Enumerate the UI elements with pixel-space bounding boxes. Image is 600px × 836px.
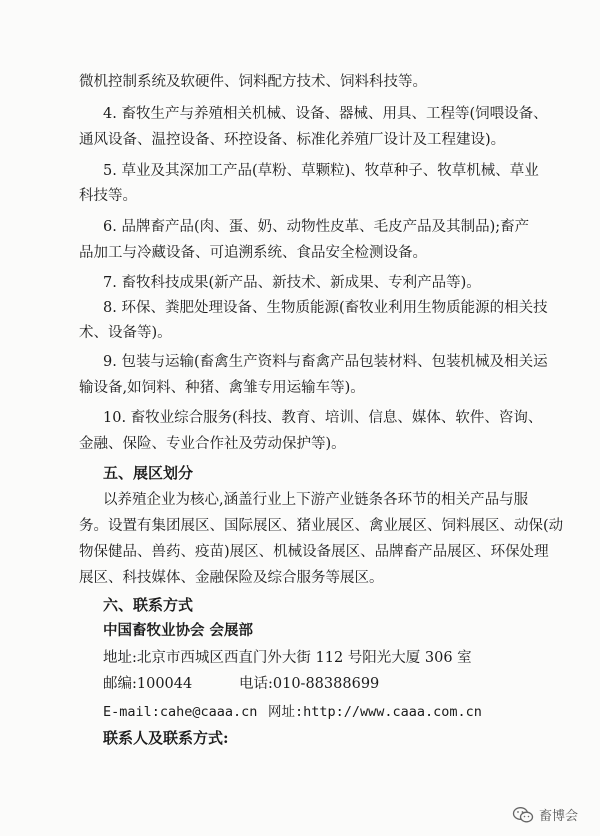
list-item-6: 6. 品牌畜产品(肉、蛋、奶、动物性皮革、毛皮产品及其制品);畜产 — [103, 219, 530, 235]
list-item-5: 5. 草业及其深加工产品(草粉、草颗粒)、牧草种子、牧草机械、草业 — [103, 163, 539, 179]
paragraph-line: 务。设置有集团展区、国际展区、猪业展区、禽业展区、饲料展区、动保(动 — [79, 518, 564, 534]
list-item-8: 8. 环保、粪肥处理设备、生物质能源(畜牧业利用生物质能源的相关技 — [103, 300, 548, 316]
list-item-10-cont: 金融、保险、专业合作社及劳动保护等)。 — [79, 436, 346, 452]
list-item-9: 9. 包装与运输(畜禽生产资料与畜禽产品包装材料、包装机械及相关运 — [103, 354, 548, 370]
postcode-line: 邮编:100044 — [103, 676, 193, 692]
list-item-7: 7. 畜牧科技成果(新产品、新技术、新成果、专利产品等)。 — [103, 275, 481, 291]
section-heading-6: 六、联系方式 — [103, 596, 194, 614]
phone-line: 电话:010-88388699 — [239, 676, 380, 692]
list-item-10: 10. 畜牧业综合服务(科技、教育、培训、信息、媒体、软件、咨询、 — [103, 410, 543, 426]
contact-heading: 联系人及联系方式: — [103, 729, 229, 747]
list-item-4: 4. 畜牧生产与养殖相关机械、设备、器械、用具、工程等(饲喂设备、 — [103, 106, 548, 122]
list-item-6-cont: 品加工与冷藏设备、可追溯系统、食品安全检测设备。 — [79, 245, 427, 261]
list-line: 微机控制系统及软硬件、饲料配方技术、饲料科技等。 — [79, 74, 427, 90]
paragraph-line: 展区、科技媒体、金融保险及综合服务等展区。 — [79, 570, 384, 586]
address-line: 地址:北京市西城区西直门外大街 112 号阳光大厦 306 室 — [103, 650, 472, 666]
organization-name: 中国畜牧业协会 会展部 — [103, 622, 254, 639]
watermark-text: 畜博会 — [538, 809, 578, 824]
wechat-icon — [512, 806, 534, 824]
list-item-9-cont: 输设备,如饲料、种猪、禽雏专用运输车等)。 — [79, 380, 365, 396]
paragraph-line: 以养殖企业为核心,涵盖行业上下游产业链条各环节的相关产品与服 — [103, 492, 529, 508]
paragraph-line: 物保健品、兽药、疫苗)展区、机械设备展区、品牌畜产品展区、环保处理 — [79, 544, 549, 560]
watermark — [512, 805, 578, 824]
list-item-8-cont: 术、设备等)。 — [79, 325, 172, 341]
list-item-4-cont: 通风设备、温控设备、环控设备、标准化养殖厂设计及工程建设)。 — [79, 132, 506, 148]
section-heading-5: 五、展区划分 — [103, 464, 194, 482]
website-line: 网址:http://www.caaa.com.cn — [268, 704, 482, 720]
list-item-5-cont: 科技等。 — [79, 188, 137, 204]
email-line: E-mail:cahe@caaa.cn — [103, 704, 258, 720]
